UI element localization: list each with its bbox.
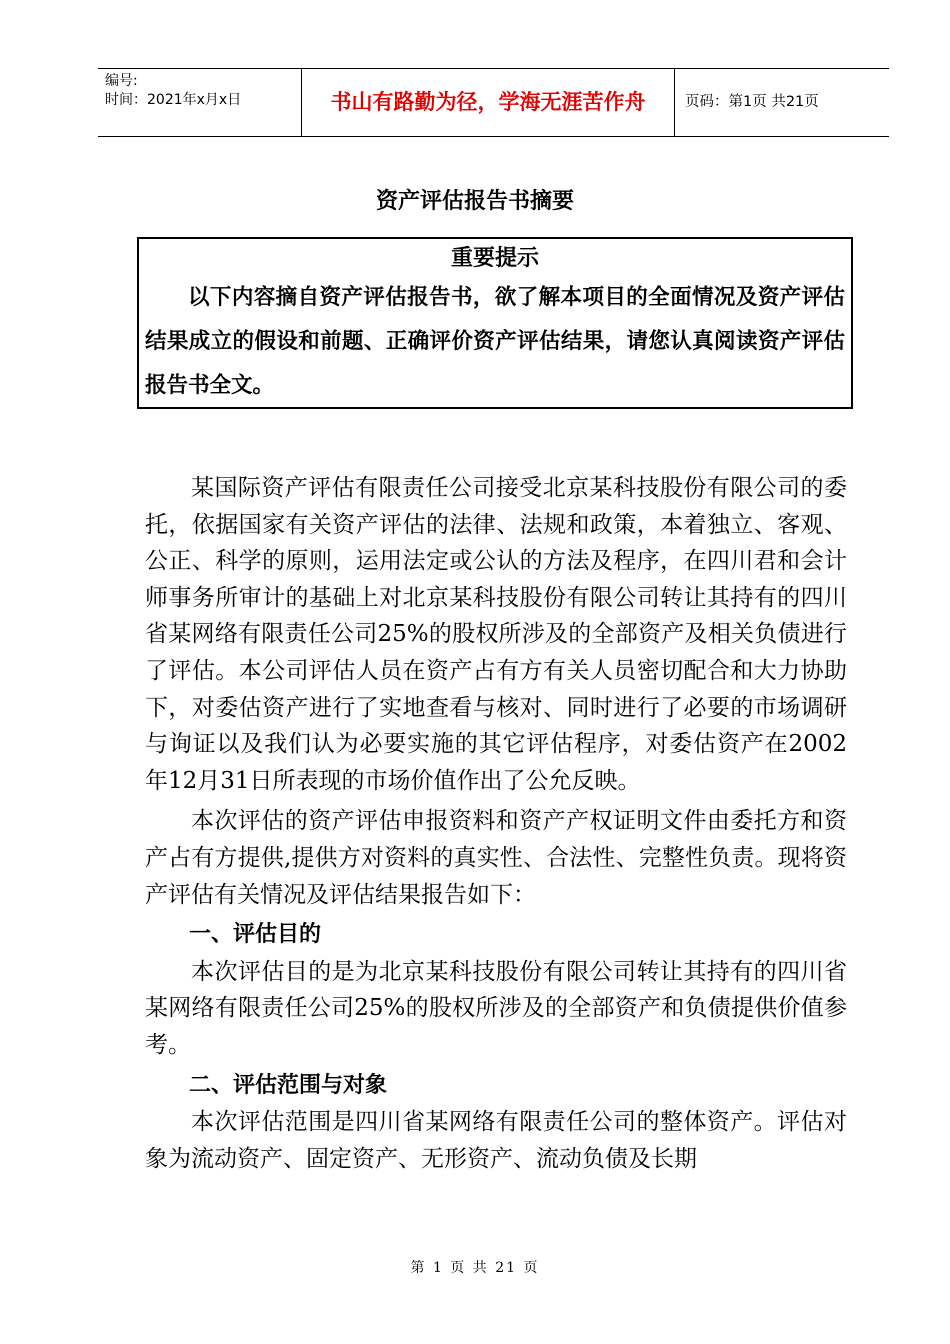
page-header — [98, 68, 889, 137]
header-left-cell — [98, 69, 301, 136]
section-heading-scope: 二、评估范围与对象 — [189, 1072, 388, 1098]
paragraph-materials: 本次评估的资产评估申报资料和资产产权证明文件由委托方和资产占有方提供,提供方对资料的真实性、合法性、完整性负责。现将资产评估有关情况及评估结果报告如下： — [145, 808, 847, 908]
notice-title: 重要提示 — [450, 246, 539, 271]
header-motto: 书山有路勤为径，学海无涯苦作舟 — [301, 69, 675, 136]
header-page-info: 页码：第1页 共21页 — [685, 94, 819, 110]
page-footer: 第 1 页 共 21 页 — [410, 1260, 540, 1276]
paragraph-purpose: 本次评估目的是为北京某科技股份有限公司转让其持有的四川省某网络有限责任公司25%的股权所涉及的全部资产和负债提供价值参考。 — [145, 958, 847, 1058]
notice-body: 以下内容摘自资产评估报告书，欲了解本项目的全面情况及资产评估结果成立的假设和前题、正确评价资产评估结果，请您认真阅读资产评估报告书全文。 — [145, 285, 845, 398]
number-label: 编号: — [105, 73, 138, 89]
paragraph-intro: 某国际资产评估有限责任公司接受北京某科技股份有限公司的委托，依据国家有关资产评估的法律、法规和政策，本着独立、客观、公正、科学的原则，运用法定或公认的方法及程序，在四川君和会计师事务所审计的基础上对北京某科技股份有限公司转让其持有的四川省某网络有限责任公司25%的股权所涉及的全部资产及相关负债进行了评估。本公司评估人员在资产占有方有关人员密切配合和大力协助下，对委估资产进行了实地查看与核对、同时进行了必要的市场调研与询证以及我们认为必要实施的其它评估程序，对委估资产在2002年12月31日所表现的市场价值作出了公允反映。 — [145, 475, 847, 794]
document-title: 资产评估报告书摘要 — [375, 189, 574, 214]
document-body — [145, 470, 847, 1177]
paragraph-scope: 本次评估范围是四川省某网络有限责任公司的整体资产。评估对象为流动资产、固定资产、无形资产、流动负债及长期 — [145, 1109, 847, 1172]
time-label: 时间：2021年x月x日 — [105, 92, 242, 108]
section-heading-purpose: 一、评估目的 — [189, 922, 322, 948]
important-notice-box — [137, 237, 853, 409]
